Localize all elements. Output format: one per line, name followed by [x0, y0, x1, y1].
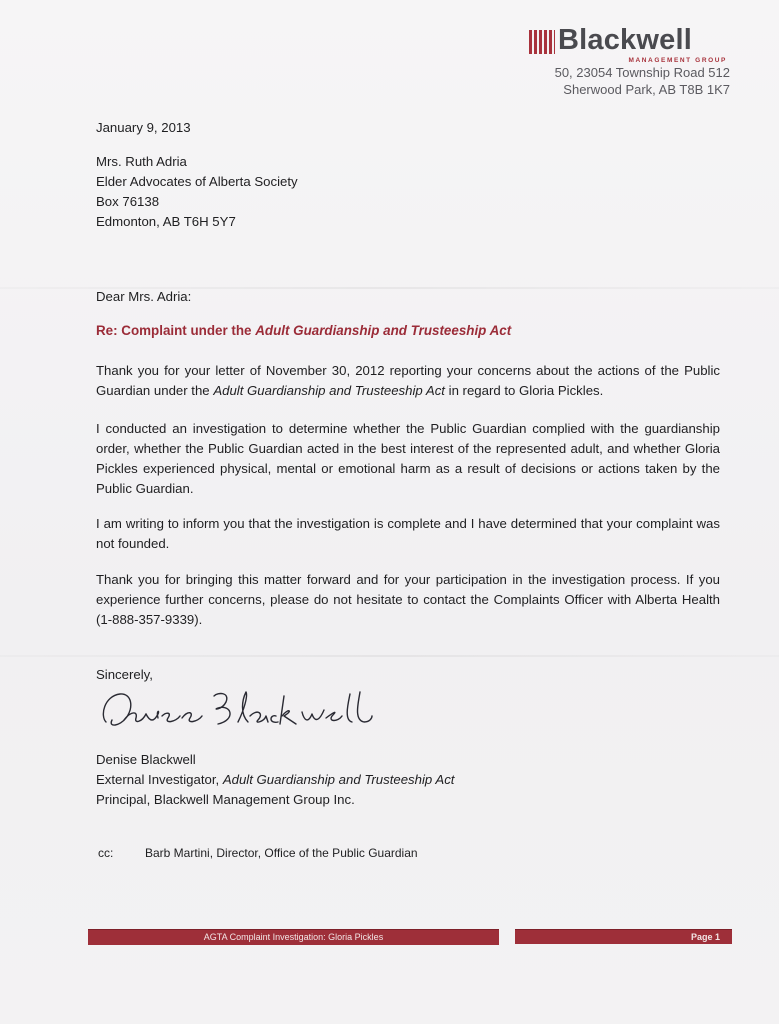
body-paragraph-1 [96, 361, 720, 401]
company-name: Blackwell [558, 24, 692, 56]
logo-mark-icon [529, 30, 555, 54]
subject-prefix: Re: Complaint under the [96, 323, 256, 338]
footer-title: AGTA Complaint Investigation: Gloria Pickles [88, 929, 499, 945]
signer-name: Denise Blackwell [96, 752, 196, 767]
signer-title-2: Principal, Blackwell Management Group Inc. [96, 792, 355, 807]
cc-recipient: Barb Martini, Director, Office of the Public Guardian [145, 846, 418, 860]
company-tagline: MANAGEMENT GROUP [628, 57, 727, 64]
recipient-box: Box 76138 [96, 194, 160, 209]
signer-title-prefix: External Investigator, [96, 772, 223, 787]
fold-line [0, 655, 779, 657]
recipient-city: Edmonton, AB T6H 5Y7 [96, 214, 236, 229]
subject-act: Adult Guardianship and Trusteeship Act [255, 323, 512, 338]
signer-block [96, 750, 454, 810]
company-address [555, 64, 730, 98]
recipient-organization: Elder Advocates of Alberta Society [96, 174, 298, 189]
footer-page-number: Page 1 [515, 929, 732, 944]
letter-date: January 9, 2013 [96, 120, 191, 135]
handwritten-signature [98, 686, 398, 736]
salutation: Dear Mrs. Adria: [96, 289, 192, 304]
closing: Sincerely, [96, 667, 153, 682]
subject-line [96, 323, 511, 338]
p1-act: Adult Guardianship and Trusteeship Act [213, 383, 445, 398]
p1-text-a: Thank you for your letter of November 30, 2012 reporting your concerns about the actions of the Public Guardian under the [96, 363, 720, 398]
signer-title-1 [96, 770, 454, 790]
signer-title-act: Adult Guardianship and Trusteeship Act [222, 772, 455, 787]
company-logo [529, 26, 729, 68]
recipient-block [96, 152, 298, 232]
address-line-1: 50, 23054 Township Road 512 [554, 65, 730, 80]
body-paragraph-3: I am writing to inform you that the investigation is complete and I have determined that your complaint was not founded. [96, 516, 720, 551]
recipient-name: Mrs. Ruth Adria [96, 154, 187, 169]
p1-text-b: in regard to Gloria Pickles. [444, 383, 604, 398]
cc-label: cc: [98, 846, 114, 860]
body-paragraph-2: I conducted an investigation to determine whether the Public Guardian complied with the guardianship order, whether the Public Guardian acted in the best interest of the represented adult, and whether Gloria Pickles experienced physical, mental or emotional harm as a result of decisions or actions taken by the Public Guardian. [96, 421, 720, 496]
address-line-2: Sherwood Park, AB T8B 1K7 [563, 82, 730, 97]
body-paragraph-4: Thank you for bringing this matter forward and for your participation in the investigation process. If you experience further concerns, please do not hesitate to contact the Complaints Officer with Alberta Health (1-888-357-9339). [96, 572, 720, 627]
